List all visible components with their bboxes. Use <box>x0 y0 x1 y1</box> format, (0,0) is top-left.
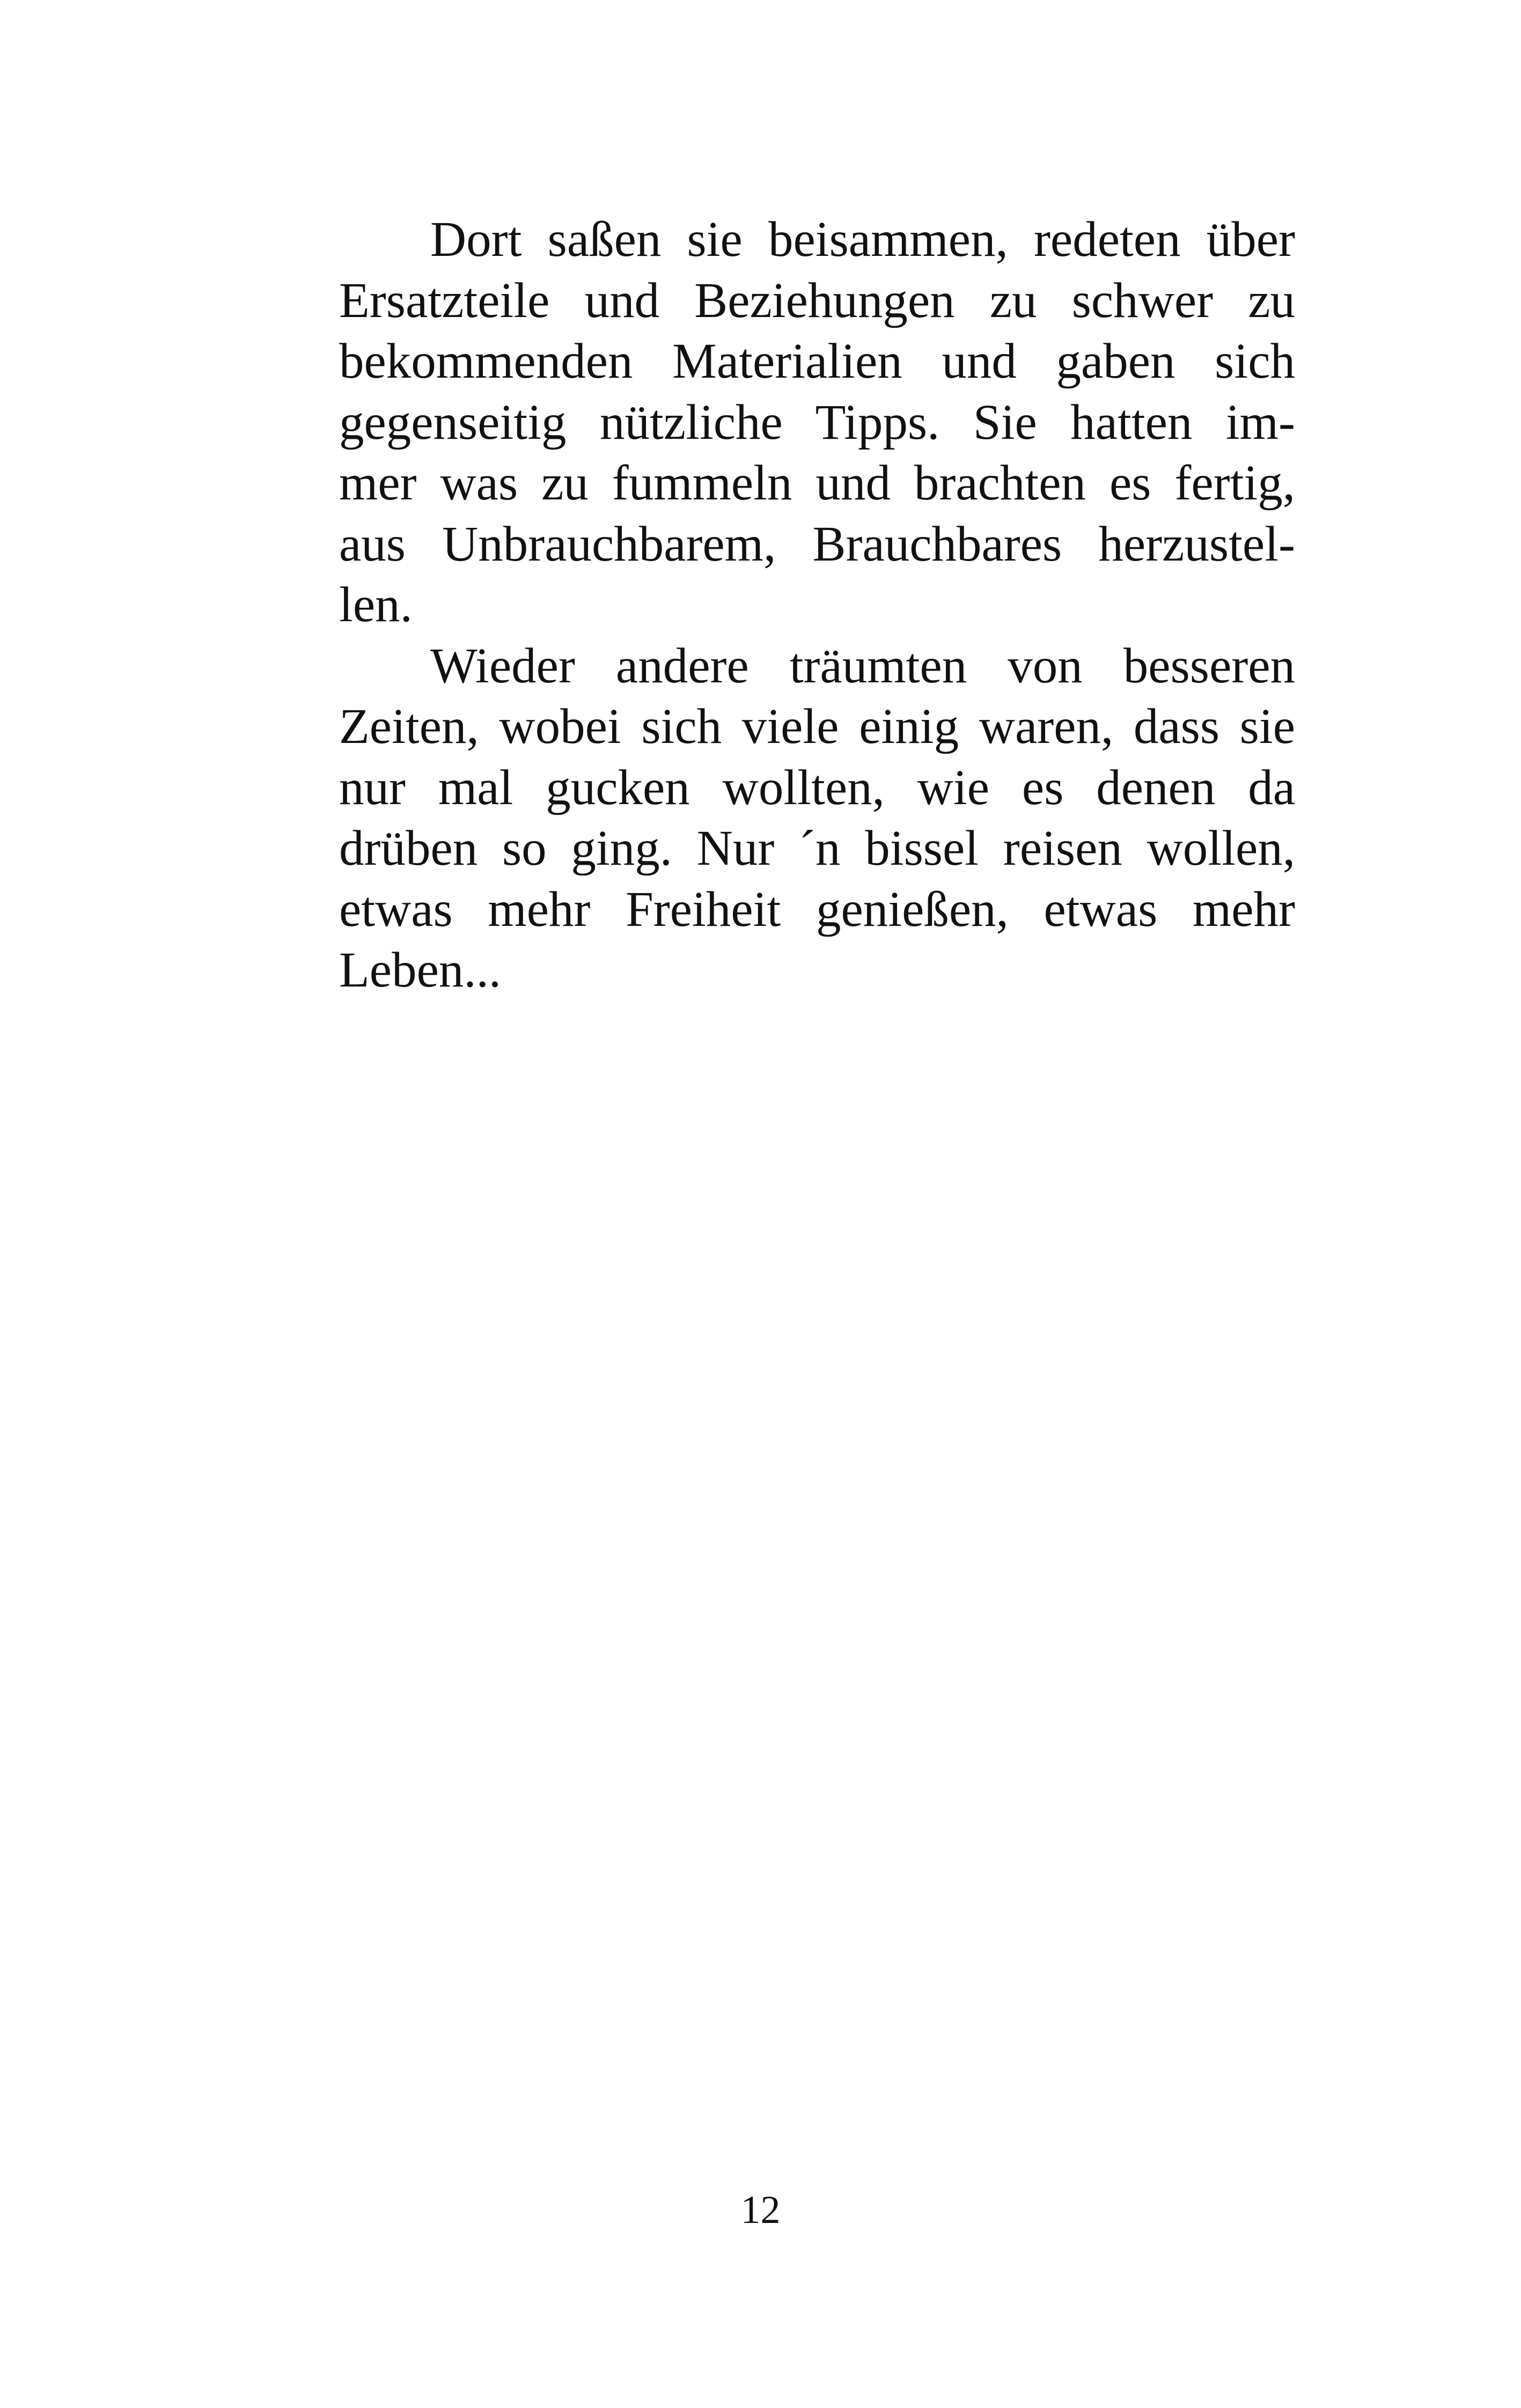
paragraph-1 <box>339 209 1295 636</box>
paragraph-2 <box>339 636 1295 1001</box>
body-text <box>339 209 1295 1001</box>
text-line: Wieder andere träumten von besseren <box>430 638 1295 694</box>
text-line: etwas mehr Freiheit genießen, etwas mehr <box>339 881 1295 937</box>
text-line: Leben... <box>339 942 502 998</box>
text-line: nur mal gucken wollten, wie es denen da <box>339 760 1295 815</box>
text-line: gegenseitig nützliche Tipps. Sie hatten im- <box>339 394 1295 450</box>
page-number: 12 <box>740 2188 781 2232</box>
text-line: drüben so ging. Nur ´n bissel reisen wollen, <box>339 821 1295 876</box>
text-line: Dort saßen sie beisammen, redeten über <box>430 212 1295 267</box>
text-line: aus Unbrauchbarem, Brauchbares herzustel- <box>339 516 1295 572</box>
text-line: bekommenden Materialien und gaben sich <box>339 334 1295 389</box>
text-line: len. <box>339 577 413 632</box>
text-line: mer was zu fummeln und brachten es fertig, <box>339 455 1295 511</box>
text-line: Ersatzteile und Beziehungen zu schwer zu <box>339 273 1295 328</box>
text-line: Zeiten, wobei sich viele einig waren, dass sie <box>339 699 1295 754</box>
